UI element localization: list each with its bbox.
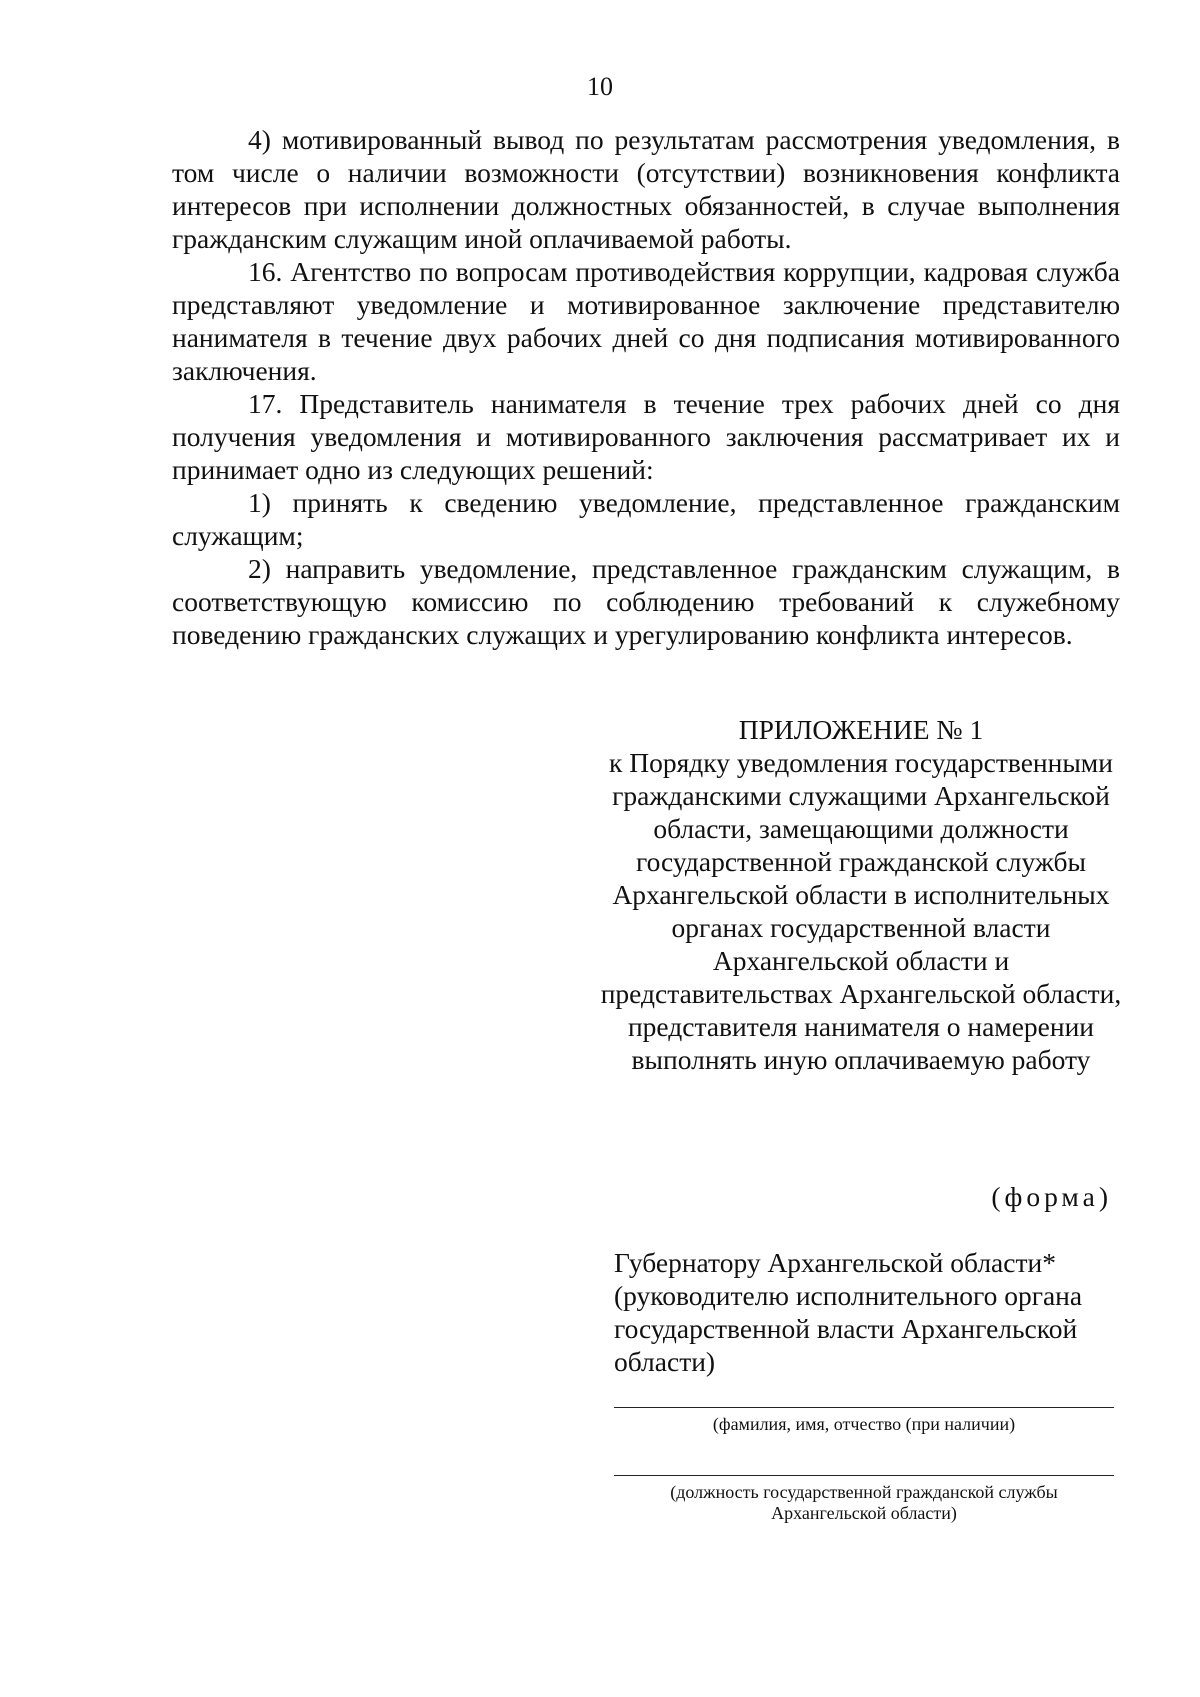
position-caption: (должность государственной гражданской службы Архангельской области) (670, 1482, 1058, 1523)
paragraph-decision-2: 2) направить уведомление, представленное гражданским служащим, в соответствующую комиссию по соблюдению требований к служебному поведению гражданских служащих и урегулированию конфликта интересов. (172, 553, 1120, 650)
paragraph-decision-1: 1) принять к сведению уведомление, представленное гражданским служащим; (172, 487, 1120, 551)
position-underline (614, 1475, 1114, 1476)
position-field[interactable] (614, 1475, 1114, 1524)
appendix-subtitle: к Порядку уведомления государственными гражданскими служащими Архангельской области, замещающими должности государственной гражданской службы Архангельской области в исполнительных органах государственной власти Архангельской области и представительствах Архангельской области, представителя нанимателя о намерении выполнять иную оплачиваемую работу (600, 747, 1122, 1075)
paragraph-item-4: 4) мотивированный вывод по результатам рассмотрения уведомления, в том числе о наличии возможности (отсутствии) возникновения конфликта интересов при исполнении должностных обязанностей, в случае выполнения гражданским служащим иной оплачиваемой работы. (172, 124, 1120, 254)
addressee-block: Губернатору Архангельской области* (руководителю исполнительного органа государственной власти Архангельской области) (614, 1247, 1083, 1377)
appendix-heading (596, 713, 1126, 1076)
paragraph-clause-17: 17. Представитель нанимателя в течение трех рабочих дней со дня получения уведомления и мотивированного заключения рассматривает их и принимает одно из следующих решений: (172, 388, 1120, 485)
fio-caption: (фамилия, имя, отчество (при наличии) (712, 1414, 1016, 1434)
appendix-title: ПРИЛОЖЕНИЕ № 1 (738, 714, 984, 745)
fio-field[interactable] (614, 1407, 1114, 1435)
body-text (172, 123, 1120, 651)
paragraph-clause-16: 16. Агентство по вопросам противодействия коррупции, кадровая служба представляют уведомление и мотивированное заключение представителю нанимателя в течение двух рабочих дней со дня подписания мотивированного заключения. (172, 256, 1120, 386)
form-mark: (форма) (991, 1181, 1112, 1212)
fio-underline (614, 1407, 1114, 1408)
page-number: 10 (587, 72, 613, 101)
